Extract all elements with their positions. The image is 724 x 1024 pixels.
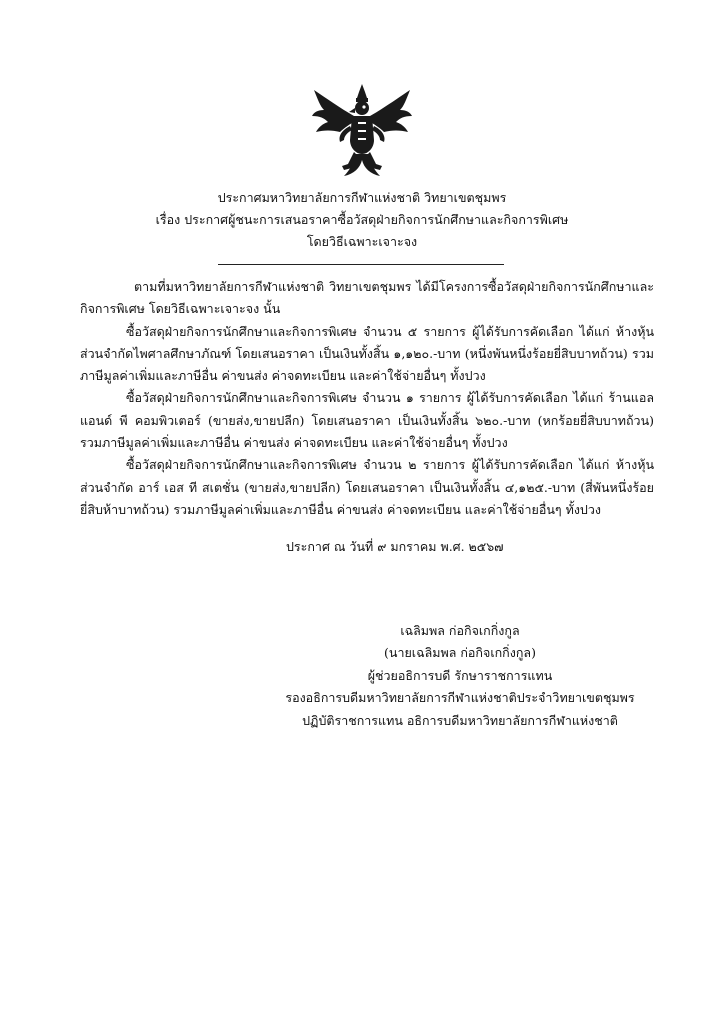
signer-position-1: ผู้ช่วยอธิการบดี รักษาราชการแทน [367,667,553,683]
announcement-subject: เรื่อง ประกาศผู้ชนะการเสนอราคาซื้อวัสดุฝ่ายกิจการนักศึกษาและกิจการพิเศษ [155,212,569,227]
header-divider [218,264,504,265]
award-paragraph-2: ซื้อวัสดุฝ่ายกิจการนักศึกษาและกิจการพิเศษ จำนวน ๑ รายการ ผู้ได้รับการคัดเลือก ได้แก่ ร้านแอล แอนด์ พี คอมพิวเตอร์ (ขายส่ง,ขายปลีก) โดยเสนอราคา เป็นเงินทั้งสิ้น ๖๒๐.-บาท (หกร้อยยี่สิบบาทถ้วน) รวมภาษีมูลค่าเพิ่มและภาษีอื่น ค่าขนส่ง ค่าจดทะเบียน และค่าใช้จ่ายอื่นๆ ทั้งปวง [80,390,654,451]
intro-paragraph: ตามที่มหาวิทยาลัยการกีฬาแห่งชาติ วิทยาเขตชุมพร ได้มีโครงการซื้อวัสดุฝ่ายกิจการนักศึกษาและกิจการพิเศษ โดยวิธีเฉพาะเจาะจง นั้น [80,279,654,317]
announcement-title: ประกาศมหาวิทยาลัยการกีฬาแห่งชาติ วิทยาเขตชุมพร [217,190,507,205]
signer-full-name: (นายเฉลิมพล ก่อกิจเกกิ่งกูล) [384,645,536,661]
signer-position-3: ปฏิบัติราชการแทน อธิการบดีมหาวิทยาลัยการกีฬาแห่งชาติ [302,712,618,728]
award-paragraph-1: ซื้อวัสดุฝ่ายกิจการนักศึกษาและกิจการพิเศษ จำนวน ๕ รายการ ผู้ได้รับการคัดเลือก ได้แก่ ห้างหุ้นส่วนจำกัดไพศาลศึกษาภัณฑ์ โดยเสนอราคา เป็นเงินทั้งสิ้น ๑,๑๒๐.-บาท (หนึ่งพันหนึ่งร้อยยี่สิบบาทถ้วน) รวมภาษีมูลค่าเพิ่มและภาษีอื่น ค่าขนส่ง ค่าจดทะเบียน และค่าใช้จ่ายอื่นๆ ทั้งปวง [80,323,654,384]
award-paragraph-3: ซื้อวัสดุฝ่ายกิจการนักศึกษาและกิจการพิเศษ จำนวน ๒ รายการ ผู้ได้รับการคัดเลือก ได้แก่ ห้างหุ้นส่วนจำกัด อาร์ เอส ที สเตชั่น (ขายส่ง,ขายปลีก) โดยเสนอราคา เป็นเงินทั้งสิ้น ๔,๑๒๕.-บาท (สี่พันหนึ่งร้อยยี่สิบห้าบาทถ้วน) รวมภาษีมูลค่าเพิ่มและภาษีอื่น ค่าขนส่ง ค่าจดทะเบียน และค่าใช้จ่ายอื่นๆ ทั้งปวง [80,457,654,517]
announcement-header [0,187,724,253]
announcement-method: โดยวิธีเฉพาะเจาะจง [306,234,418,249]
signature-block [280,620,640,732]
signed-name: เฉลิมพล ก่อกิจเกกิ่งกูล [400,623,520,638]
signer-position-2: รองอธิการบดีมหาวิทยาลัยการกีฬาแห่งชาติประจำวิทยาเขตชุมพร [285,690,635,706]
announcement-body [80,276,654,521]
garuda-emblem-icon [310,82,414,178]
announcement-date: ประกาศ ณ วันที่ ๙ มกราคม พ.ศ. ๒๕๖๗ [286,539,504,554]
